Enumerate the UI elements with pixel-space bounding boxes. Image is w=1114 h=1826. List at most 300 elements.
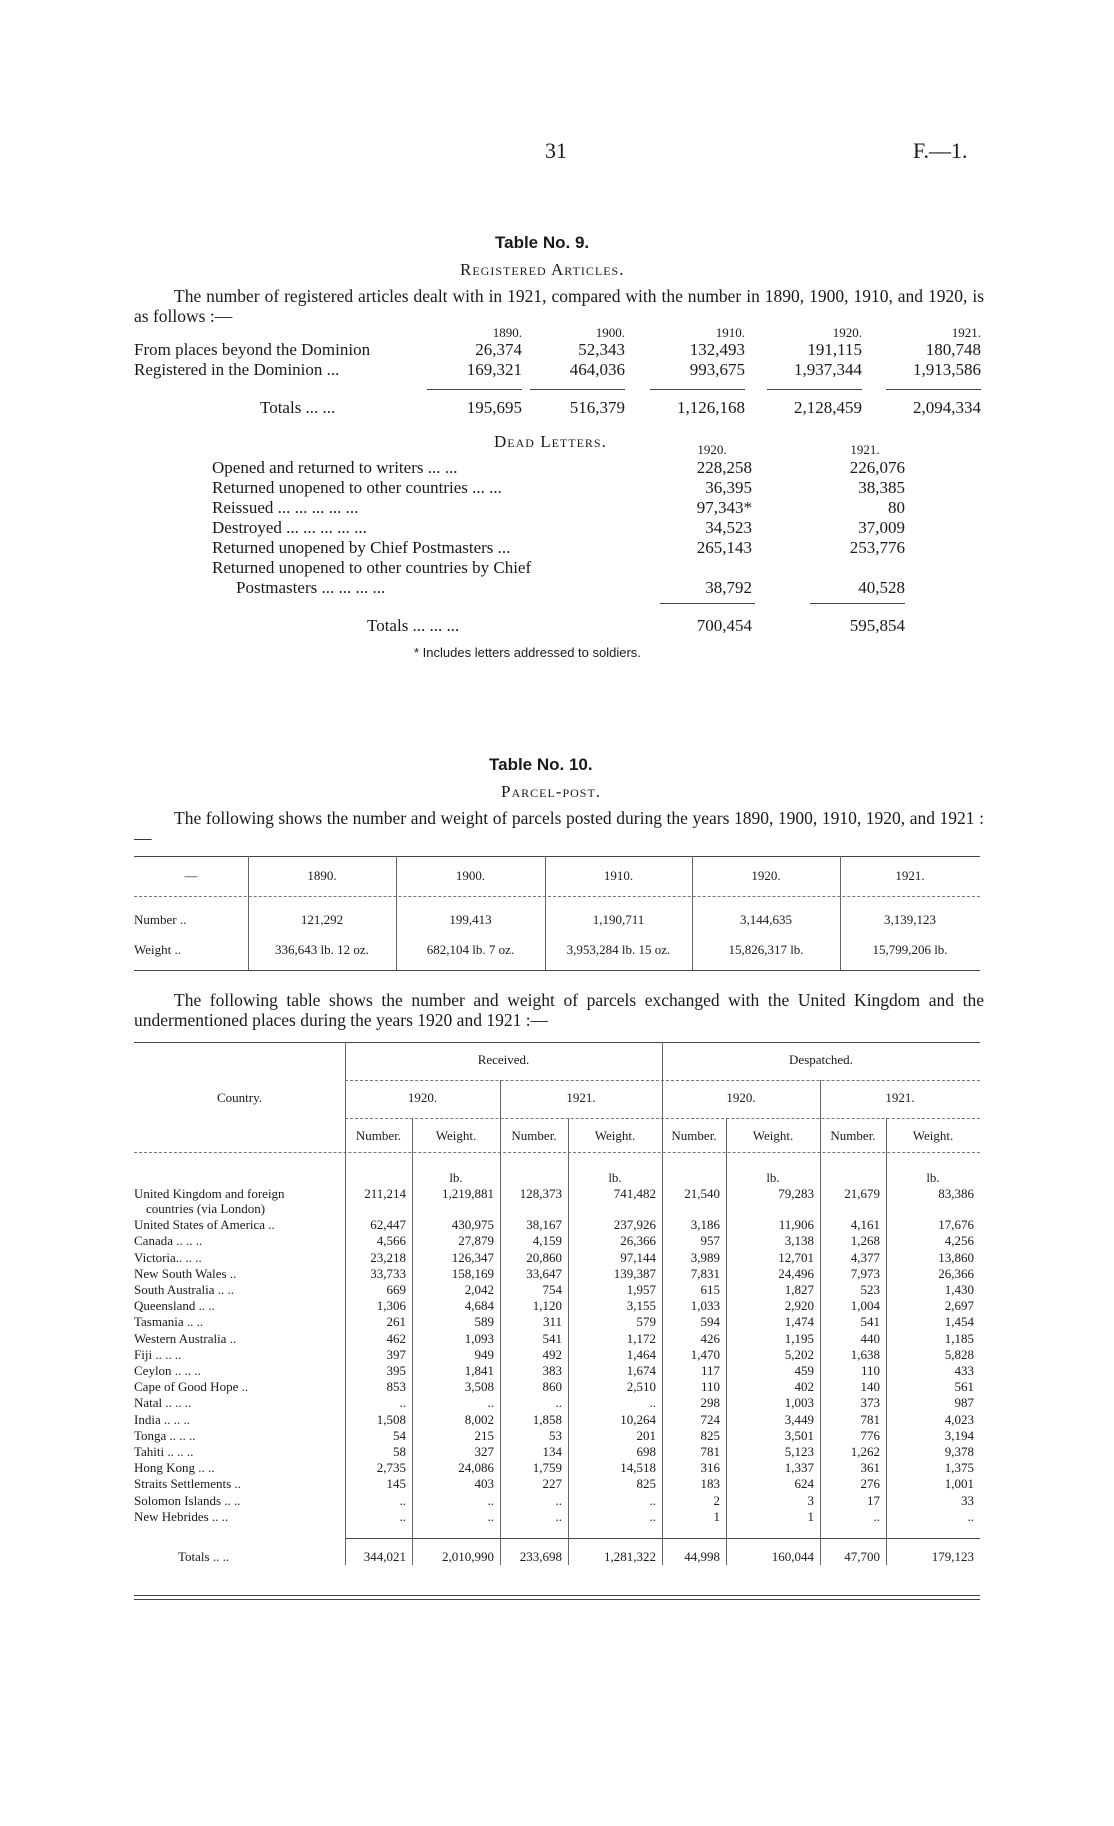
rule [134, 896, 980, 897]
exchange-cell: 1,306 [376, 1298, 406, 1314]
exchange-cell: 62,447 [370, 1217, 406, 1233]
exchange-cell: 1,841 [464, 1363, 494, 1378]
exchange-total-cell: 160,044 [771, 1549, 814, 1564]
exchange-cell: 2,735 [376, 1460, 406, 1476]
exchange-country: Ceylon .. .. .. [134, 1363, 201, 1378]
exchange-cell: 462 [386, 1330, 406, 1346]
dead-letters-cell: 36,395 [705, 478, 752, 497]
exchange-cell: 128,373 [519, 1186, 562, 1201]
table9-subtitle: Registered Articles. [460, 260, 625, 279]
exchange-country-header: Country. [216, 1090, 263, 1105]
dead-letters-row-label: Destroyed ... ... ... ... ... [212, 518, 367, 537]
exchange-lb-unit: lb. [449, 1170, 463, 1185]
exchange-cell: 1,004 [850, 1298, 880, 1314]
rule [134, 1595, 980, 1596]
exchange-cell: 140 [860, 1379, 880, 1395]
table9-total-cell: 2,128,459 [794, 398, 862, 417]
exchange-cell: 2,920 [784, 1298, 814, 1314]
exchange-cell: 615 [700, 1282, 720, 1297]
exchange-cell: 373 [860, 1395, 880, 1411]
exchange-cell: 183 [700, 1476, 720, 1492]
exchange-cell: 5,828 [944, 1346, 974, 1362]
table10-year-header: 1900. [455, 868, 486, 883]
exchange-cell: 316 [700, 1460, 720, 1476]
exchange-country: United Kingdom and foreign [134, 1186, 285, 1201]
exchange-cell: .. [399, 1395, 406, 1411]
exchange-cell: 1,337 [784, 1460, 814, 1476]
table9-cell: 180,748 [925, 340, 981, 359]
dead-letters-row-label: Returned unopened to other countries ... ... [212, 478, 502, 497]
exchange-cell: 1,638 [850, 1346, 880, 1362]
exchange-cell: 754 [542, 1282, 562, 1297]
exchange-received-header: Received. [477, 1052, 530, 1067]
exchange-cell: 1,464 [626, 1346, 656, 1362]
exchange-total-cell: 1,281,322 [604, 1549, 656, 1564]
exchange-cell: 1,262 [850, 1444, 880, 1459]
exchange-despatched-1921: 1921. [885, 1090, 915, 1105]
exchange-country: Fiji .. .. .. [134, 1346, 182, 1362]
exchange-cell: 781 [860, 1411, 880, 1427]
exchange-cell: 397 [386, 1346, 406, 1362]
exchange-cell: 3,194 [944, 1427, 974, 1443]
rule [134, 1599, 980, 1600]
dead-letters-cell: 265,143 [696, 538, 752, 557]
exchange-cell: 361 [860, 1460, 880, 1476]
rule [345, 1538, 980, 1539]
table9-cell: 464,036 [569, 360, 625, 379]
table9-cell: 26,374 [475, 340, 522, 359]
exchange-cell: 5,123 [784, 1444, 814, 1459]
exchange-cell: .. [649, 1395, 656, 1411]
exchange-cell: 1,120 [532, 1298, 562, 1314]
exchange-cell: 10,264 [620, 1411, 656, 1427]
exchange-country-cont: countries (via London) [146, 1201, 266, 1216]
exchange-cell: 17 [867, 1492, 880, 1508]
dead-letters-cell: 40,528 [858, 578, 905, 597]
exchange-cell: 1,172 [626, 1330, 656, 1346]
table9-year-header: 1900. [595, 325, 625, 340]
exchange-cell: 58 [393, 1444, 406, 1459]
exchange-cell: 433 [954, 1363, 974, 1378]
dead-letters-row-label: Postmasters ... ... ... ... [236, 578, 386, 597]
dead-letters-row-label: Returned unopened to other countries by Chief [212, 558, 532, 577]
table9-cell: 169,321 [466, 360, 522, 379]
exchange-cell: 215 [474, 1427, 494, 1443]
exchange-total-cell: 47,700 [844, 1549, 880, 1564]
exchange-cell: 2 [713, 1492, 720, 1508]
table9-cell: 132,493 [689, 340, 745, 359]
table10-row-label: Number .. [134, 912, 187, 927]
exchange-cell: 237,926 [613, 1217, 656, 1233]
exchange-cell: 1,001 [944, 1476, 974, 1492]
exchange-cell: 523 [860, 1282, 880, 1297]
exchange-cell: 26,366 [620, 1233, 656, 1249]
exchange-country: Tonga .. .. .. [134, 1427, 196, 1443]
exchange-cell: 1 [807, 1508, 814, 1524]
exchange-cell: .. [555, 1508, 562, 1524]
exchange-cell: 11,906 [778, 1217, 814, 1233]
exchange-cell: 1,430 [944, 1282, 974, 1297]
exchange-cell: 541 [542, 1330, 562, 1346]
exchange-cell: .. [555, 1395, 562, 1411]
exchange-cell: 825 [636, 1476, 656, 1492]
rule [134, 856, 980, 857]
exchange-cell: 134 [542, 1444, 562, 1459]
exchange-country: New Hebrides .. .. [134, 1508, 229, 1524]
exchange-country: Canada .. .. .. [134, 1233, 203, 1249]
dead-letters-cell: 97,343* [696, 498, 752, 517]
exchange-cell: 1,759 [532, 1460, 562, 1476]
rule [886, 389, 981, 390]
exchange-cell: 440 [860, 1330, 880, 1346]
exchange-intro: The following table shows the number and weight of parcels exchanged with the United Kingdom and the undermentioned places during the years 1920 and 1921 :— [134, 990, 984, 1030]
exchange-cell: 24,086 [458, 1460, 494, 1476]
exchange-cell: 825 [700, 1427, 720, 1443]
dead-letters-cell: 253,776 [849, 538, 905, 557]
exchange-cell: 1 [713, 1508, 720, 1524]
exchange-total-cell: 44,998 [684, 1549, 720, 1564]
exchange-cell: 1,219,881 [442, 1186, 494, 1201]
dead-letters-cell: 38,385 [858, 478, 905, 497]
exchange-cell: 117 [700, 1363, 720, 1378]
exchange-cell: 26,366 [938, 1265, 974, 1281]
exchange-cell: 33 [961, 1492, 974, 1508]
exchange-cell: 139,387 [613, 1265, 656, 1281]
exchange-cell: 1,957 [626, 1282, 656, 1297]
table9-year-header: 1890. [492, 325, 522, 340]
table9-cell: 1,937,344 [794, 360, 862, 379]
exchange-cell: 776 [860, 1427, 880, 1443]
exchange-cell: 261 [386, 1314, 406, 1330]
table10-year-header: 1920. [751, 868, 781, 883]
exchange-cell: 1,474 [784, 1314, 814, 1330]
table9-year-header: 1910. [715, 325, 745, 340]
exchange-cell: 1,093 [464, 1330, 494, 1346]
dead-letters-cell: 228,258 [696, 458, 752, 477]
exchange-cell: 4,023 [944, 1411, 974, 1427]
dead-letters-year-header: 1920. [697, 442, 727, 457]
table9-totals-label: Totals ... ... [260, 398, 336, 417]
exchange-cell: 227 [542, 1476, 562, 1492]
exchange-cell: 624 [794, 1476, 814, 1492]
exchange-cell: 1,033 [690, 1298, 720, 1314]
exchange-cell: 158,169 [451, 1265, 494, 1281]
exchange-weight-header: Weight. [594, 1128, 636, 1143]
dead-letters-title: Dead Letters. [494, 432, 607, 451]
exchange-cell: 54 [393, 1427, 406, 1443]
page-reference: F.—1. [913, 138, 968, 163]
table10-corner: — [184, 868, 198, 883]
exchange-cell: 79,283 [778, 1186, 814, 1201]
exchange-cell: 4,377 [850, 1249, 880, 1265]
exchange-cell: 17,676 [938, 1217, 974, 1233]
dead-letters-row-label: Opened and returned to writers ... ... [212, 458, 458, 477]
exchange-cell: 298 [700, 1395, 720, 1411]
table9-cell: 52,343 [578, 340, 625, 359]
exchange-cell: .. [487, 1508, 494, 1524]
exchange-lb-unit: lb. [608, 1170, 622, 1185]
exchange-total-cell: 179,123 [931, 1549, 974, 1564]
table9-cell: 191,115 [807, 340, 862, 359]
exchange-cell: 3,186 [690, 1217, 720, 1233]
table10-intro: The following shows the number and weight of parcels posted during the years 1890, 1900, 1910, 1920, and 1921 :— [134, 808, 984, 848]
table10-year-header: 1890. [307, 868, 337, 883]
exchange-cell: 579 [636, 1314, 656, 1330]
exchange-cell: 459 [794, 1363, 814, 1378]
exchange-lb-unit: lb. [766, 1170, 780, 1185]
exchange-cell: 4,159 [532, 1233, 562, 1249]
exchange-cell: 403 [474, 1476, 494, 1492]
table9-year-header: 1920. [832, 325, 862, 340]
exchange-cell: 724 [700, 1411, 720, 1427]
exchange-country: Straits Settlements .. [134, 1476, 241, 1492]
rule [530, 389, 625, 390]
exchange-cell: .. [873, 1508, 880, 1524]
table10-cell: 3,953,284 lb. 15 oz. [566, 942, 671, 957]
table9-total-cell: 1,126,168 [677, 398, 745, 417]
exchange-cell: 110 [700, 1379, 720, 1395]
table9-row-label: From places beyond the Dominion [134, 340, 371, 359]
dead-letters-row-label: Returned unopened by Chief Postmasters ... [212, 538, 511, 557]
exchange-cell: 594 [700, 1314, 720, 1330]
exchange-total-cell: 344,021 [363, 1549, 406, 1564]
exchange-cell: 383 [542, 1363, 562, 1378]
exchange-cell: 110 [860, 1363, 880, 1378]
table10-cell: 15,826,317 lb. [728, 942, 804, 957]
exchange-weight-header: Weight. [912, 1128, 954, 1143]
exchange-cell: 2,042 [464, 1282, 494, 1297]
table10-row-label: Weight .. [134, 942, 181, 957]
exchange-cell: 4,161 [850, 1217, 880, 1233]
exchange-number-header: Number. [671, 1128, 717, 1143]
exchange-cell: 327 [474, 1444, 494, 1459]
exchange-cell: 1,268 [850, 1233, 880, 1249]
exchange-cell: 83,386 [938, 1186, 974, 1201]
table9-year-header: 1921. [951, 325, 981, 340]
exchange-cell: 5,202 [784, 1346, 814, 1362]
exchange-cell: 589 [474, 1314, 494, 1330]
table9-cell: 1,913,586 [913, 360, 981, 379]
exchange-cell: 860 [542, 1379, 562, 1395]
exchange-lb-unit: lb. [926, 1170, 940, 1185]
exchange-country: Solomon Islands .. .. [134, 1492, 241, 1508]
exchange-cell: 23,218 [370, 1249, 406, 1265]
exchange-cell: 492 [542, 1346, 562, 1362]
page-number: 31 [545, 138, 567, 163]
dead-letters-cell: 80 [888, 498, 905, 517]
exchange-weight-header: Weight. [752, 1128, 794, 1143]
table10-cell: 682,104 lb. 7 oz. [426, 942, 515, 957]
exchange-cell: 402 [794, 1379, 814, 1395]
table9-total-cell: 2,094,334 [913, 398, 981, 417]
exchange-cell: 201 [636, 1427, 656, 1443]
exchange-cell: .. [555, 1492, 562, 1508]
exchange-cell: 541 [860, 1314, 880, 1330]
exchange-cell: 3,501 [784, 1427, 814, 1443]
exchange-country: Natal .. .. .. [134, 1395, 192, 1411]
exchange-cell: 1,470 [690, 1346, 720, 1362]
exchange-country: South Australia .. .. [134, 1282, 235, 1297]
exchange-cell: 957 [700, 1233, 720, 1249]
exchange-received-1920: 1920. [407, 1090, 438, 1105]
exchange-cell: 24,496 [778, 1265, 814, 1281]
dead-letters-total-cell: 700,454 [696, 616, 752, 635]
exchange-cell: 7,973 [850, 1265, 880, 1281]
exchange-cell: .. [399, 1492, 406, 1508]
table9-total-cell: 195,695 [466, 398, 522, 417]
table10-cell: 3,139,123 [884, 912, 936, 927]
exchange-cell: 13,860 [938, 1249, 974, 1265]
exchange-cell: 276 [860, 1476, 880, 1492]
dead-letters-cell: 37,009 [858, 518, 905, 537]
exchange-country: Western Australia .. [134, 1330, 237, 1346]
table9-total-cell: 516,379 [569, 398, 625, 417]
rule [427, 389, 522, 390]
exchange-cell: 7,831 [690, 1265, 720, 1281]
exchange-cell: 1,454 [944, 1314, 974, 1330]
exchange-number-header: Number. [511, 1128, 557, 1143]
table10-title: Table No. 10. [489, 755, 593, 774]
dead-letters-cell: 34,523 [705, 518, 752, 537]
exchange-cell: 2,697 [944, 1298, 974, 1314]
exchange-cell: 8,002 [464, 1411, 494, 1427]
dead-letters-year-header: 1921. [850, 442, 880, 457]
rule [134, 970, 980, 971]
exchange-country: Cape of Good Hope .. [134, 1379, 249, 1395]
exchange-cell: .. [399, 1508, 406, 1524]
exchange-cell: 1,827 [784, 1282, 814, 1297]
exchange-cell: 4,256 [944, 1233, 974, 1249]
dead-letters-cell: 38,792 [705, 578, 752, 597]
exchange-total-cell: 2,010,990 [442, 1549, 494, 1564]
exchange-cell: 1,185 [944, 1330, 974, 1346]
exchange-total-cell: 233,698 [519, 1549, 562, 1564]
exchange-totals-label: Totals .. .. [178, 1549, 230, 1564]
exchange-cell: 53 [549, 1427, 562, 1443]
exchange-weight-header: Weight. [435, 1128, 477, 1143]
exchange-cell: 1,375 [944, 1460, 974, 1476]
table9-title: Table No. 9. [495, 233, 590, 252]
exchange-cell: 426 [700, 1330, 720, 1346]
dead-letters-cell: 226,076 [849, 458, 905, 477]
exchange-cell: 2,510 [626, 1379, 656, 1395]
table10-year-header: 1910. [603, 868, 634, 883]
exchange-cell: 430,975 [451, 1217, 494, 1233]
exchange-country: Hong Kong .. .. [134, 1460, 215, 1476]
exchange-number-header: Number. [830, 1128, 876, 1143]
exchange-cell: 3,508 [464, 1379, 494, 1395]
exchange-cell: 9,378 [944, 1444, 974, 1459]
exchange-cell: 4,566 [376, 1233, 406, 1249]
rule [660, 603, 755, 604]
exchange-cell: 311 [542, 1314, 562, 1330]
exchange-country: New South Wales .. [134, 1265, 237, 1281]
exchange-cell: 781 [700, 1444, 720, 1459]
exchange-cell: 987 [954, 1395, 974, 1411]
exchange-country: India .. .. .. [134, 1411, 190, 1427]
exchange-cell: 126,347 [451, 1249, 494, 1265]
rule [810, 603, 905, 604]
exchange-cell: 145 [386, 1476, 406, 1492]
exchange-despatched-header: Despatched. [789, 1052, 853, 1067]
exchange-cell: .. [649, 1508, 656, 1524]
exchange-cell: 211,214 [364, 1186, 406, 1201]
exchange-received-1921: 1921. [566, 1090, 596, 1105]
exchange-cell: 1,858 [532, 1411, 562, 1427]
exchange-cell: 1,508 [376, 1411, 406, 1427]
exchange-cell: .. [487, 1395, 494, 1411]
table10-cell: 199,413 [449, 912, 492, 927]
exchange-cell: 3 [807, 1492, 814, 1508]
exchange-country: United States of America .. [134, 1217, 275, 1233]
exchange-cell: 33,733 [370, 1265, 406, 1281]
exchange-country: Queensland .. .. [134, 1298, 215, 1314]
exchange-cell: 21,679 [844, 1186, 880, 1201]
rule [134, 1042, 980, 1043]
exchange-cell: 20,860 [526, 1249, 562, 1265]
exchange-country: Victoria.. .. .. [134, 1249, 202, 1265]
exchange-cell: 698 [636, 1444, 656, 1459]
exchange-cell: 3,138 [784, 1233, 814, 1249]
exchange-cell: 21,540 [684, 1186, 720, 1201]
table10-year-header: 1921. [895, 868, 925, 883]
dead-letters-row-label: Reissued ... ... ... ... ... [212, 498, 359, 517]
exchange-country: Tasmania .. .. [134, 1314, 204, 1330]
exchange-cell: .. [967, 1508, 974, 1524]
exchange-cell: 3,449 [784, 1411, 814, 1427]
dead-letters-totals-label: Totals ... ... ... [367, 616, 460, 635]
dead-letters-total-cell: 595,854 [849, 616, 905, 635]
table10-cell: 15,799,206 lb. [872, 942, 948, 957]
exchange-cell: 38,167 [526, 1217, 562, 1233]
exchange-cell: 33,647 [526, 1265, 562, 1281]
rule [650, 389, 745, 390]
exchange-cell: 4,684 [464, 1298, 494, 1314]
exchange-cell: .. [649, 1492, 656, 1508]
exchange-cell: 97,144 [620, 1249, 656, 1265]
table9-row-label: Registered in the Dominion ... [134, 360, 340, 379]
exchange-cell: 1,003 [784, 1395, 814, 1411]
exchange-cell: 853 [386, 1379, 406, 1395]
exchange-number-header: Number. [355, 1128, 402, 1143]
exchange-cell: 741,482 [613, 1186, 656, 1201]
exchange-cell: .. [487, 1492, 494, 1508]
table9-cell: 993,675 [689, 360, 745, 379]
table10-subtitle: Parcel-post. [501, 782, 602, 801]
rule [767, 389, 862, 390]
exchange-cell: 395 [386, 1363, 406, 1378]
rule [134, 1152, 980, 1153]
exchange-cell: 949 [474, 1346, 494, 1362]
exchange-cell: 561 [954, 1379, 974, 1395]
table9-intro: The number of registered articles dealt with in 1921, compared with the number in 1890, 1900, 1910, and 1920, is as follows :— [134, 286, 984, 326]
exchange-cell: 14,518 [620, 1460, 656, 1476]
table10-cell: 121,292 [300, 912, 344, 927]
table10-cell: 3,144,635 [740, 912, 792, 927]
exchange-country: Tahiti .. .. .. [134, 1444, 194, 1459]
table10-cell: 1,190,711 [592, 912, 645, 927]
exchange-cell: 1,674 [626, 1363, 656, 1378]
exchange-despatched-1920: 1920. [726, 1090, 756, 1105]
exchange-cell: 669 [386, 1282, 406, 1297]
exchange-cell: 3,155 [626, 1298, 656, 1314]
exchange-cell: 3,989 [690, 1249, 720, 1265]
table10-cell: 336,643 lb. 12 oz. [275, 942, 369, 957]
exchange-cell: 12,701 [778, 1249, 814, 1265]
exchange-cell: 1,195 [784, 1330, 814, 1346]
dead-letters-footnote: * Includes letters addressed to soldiers. [414, 645, 641, 660]
exchange-cell: 27,879 [458, 1233, 494, 1249]
